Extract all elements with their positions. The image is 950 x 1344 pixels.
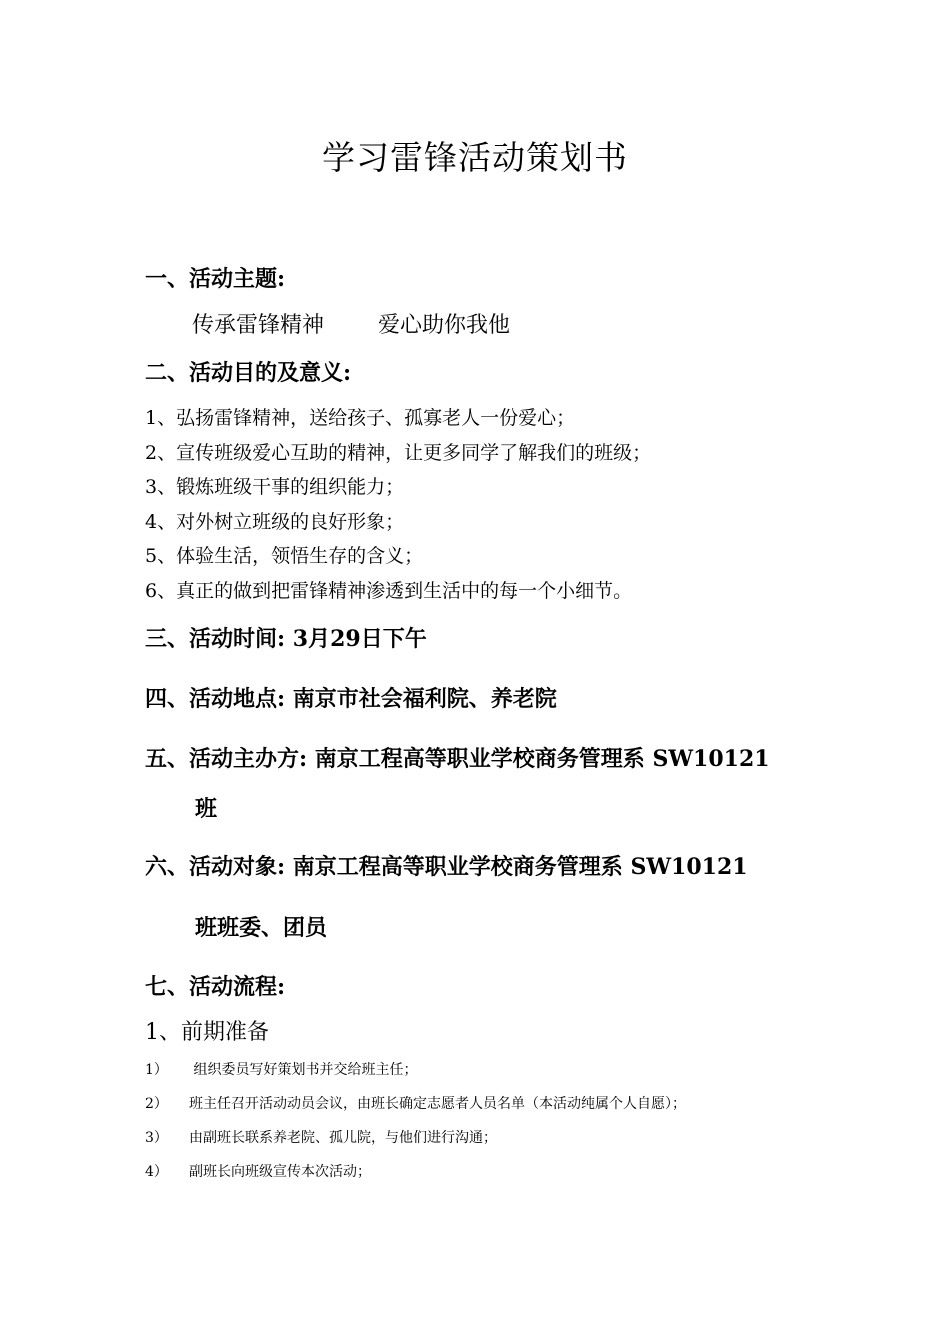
- theme-slogan: [192, 309, 510, 343]
- participants-heading-continued: 班班委、团员: [195, 915, 328, 941]
- purpose-item: 5、体验生活，领悟生存的含义；: [145, 545, 424, 567]
- purpose-item: 1、弘扬雷锋精神，送给孩子、孤寡老人一份爱心；: [145, 407, 576, 429]
- substep-number: 3）: [145, 1130, 168, 1146]
- substep-text: 班主任召开活动动员会议，由班长确定志愿者人员名单（本活动纯属个人自愿）；: [189, 1096, 686, 1112]
- substep-number: 2）: [145, 1096, 168, 1112]
- substep-text: 组织委员写好策划书并交给班主任；: [189, 1062, 418, 1078]
- substep-number: 4）: [145, 1164, 168, 1180]
- purpose-item: 2、宣传班级爱心互助的精神，让更多同学了解我们的班级；: [145, 442, 652, 464]
- theme-heading: 一、活动主题:: [145, 266, 286, 292]
- purpose-item: 4、对外树立班级的良好形象；: [145, 511, 405, 533]
- substep-number: 1）: [145, 1062, 168, 1078]
- slogan-part-a: 传承雷锋精神: [192, 313, 325, 338]
- slogan-part-b: 爱心助你我他: [378, 313, 511, 338]
- process-substep: [145, 1059, 417, 1081]
- process-substep: [145, 1093, 686, 1115]
- process-step: 1、前期准备: [145, 1020, 269, 1045]
- process-substep: [145, 1161, 371, 1183]
- purpose-item: 3、锻炼班级干事的组织能力；: [145, 476, 405, 498]
- document-title: 学习雷锋活动策划书: [322, 138, 628, 177]
- place-heading: 四、活动地点: 南京市社会福利院、养老院: [145, 686, 557, 712]
- purpose-heading: 二、活动目的及意义:: [145, 360, 352, 386]
- process-heading: 七、活动流程:: [145, 974, 286, 1000]
- organizer-heading-continued: 班: [195, 796, 218, 822]
- organizer-heading: 五、活动主办方: 南京工程高等职业学校商务管理系 SW10121: [145, 746, 770, 772]
- participants-heading: 六、活动对象: 南京工程高等职业学校商务管理系 SW10121: [145, 854, 748, 880]
- purpose-item: 6、真正的做到把雷锋精神渗透到生活中的每一个小细节。: [145, 580, 633, 602]
- time-heading: 三、活动时间: 3月29日下午: [145, 626, 427, 652]
- substep-text: 副班长向班级宣传本次活动；: [189, 1164, 371, 1180]
- process-substep: [145, 1127, 497, 1149]
- substep-text: 由副班长联系养老院、孤儿院，与他们进行沟通；: [189, 1130, 497, 1146]
